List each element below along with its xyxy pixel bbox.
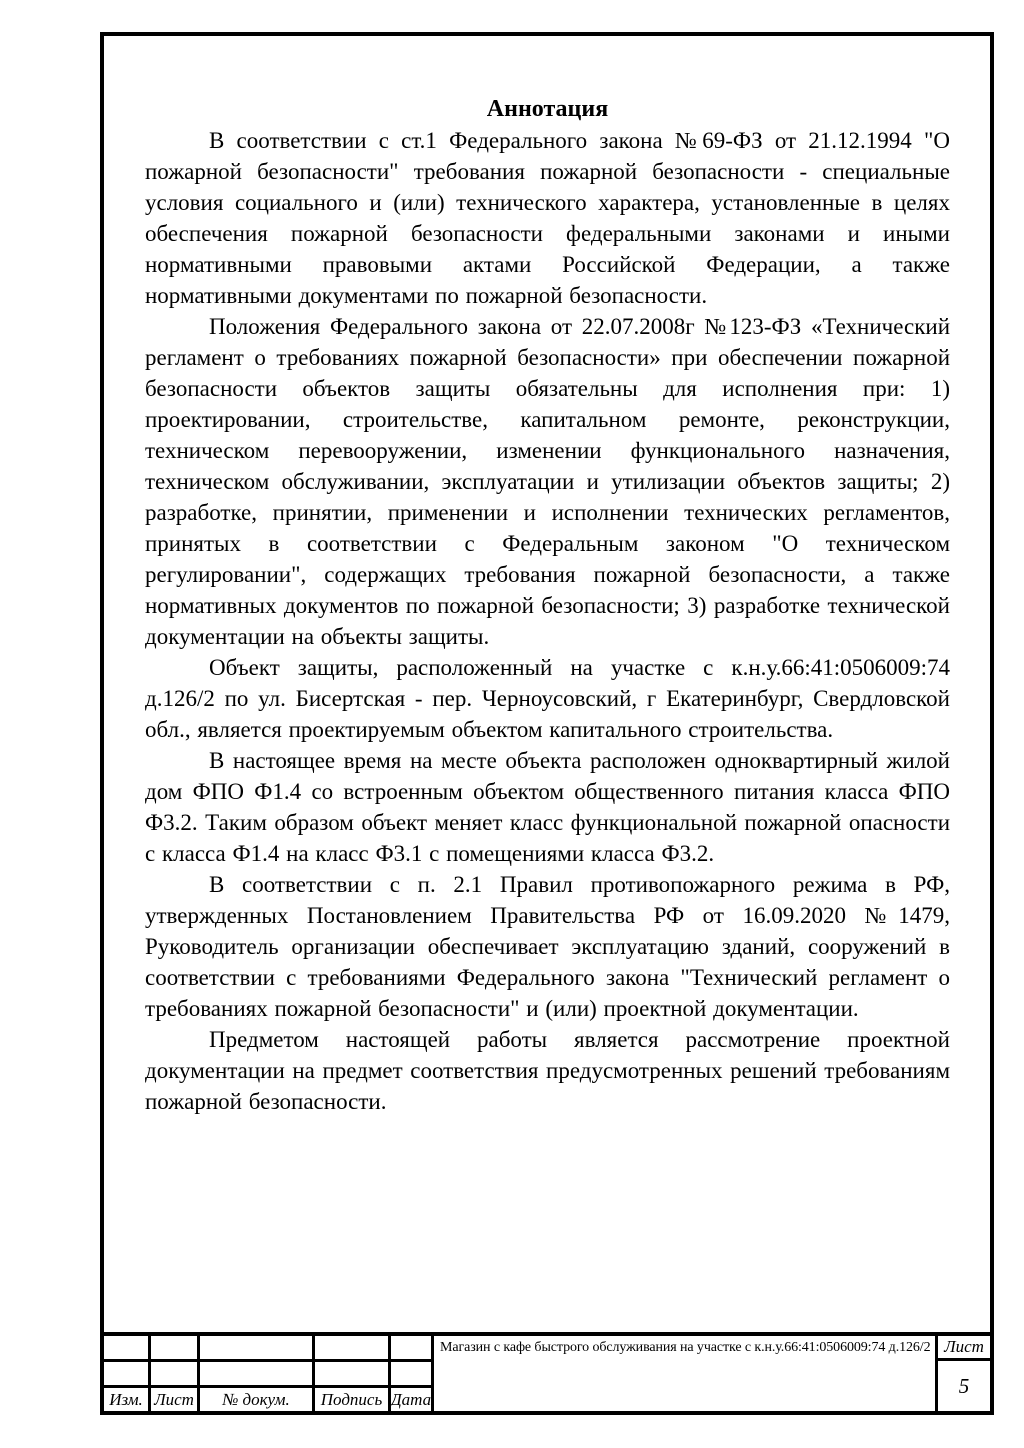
stamp-column-list — [151, 1336, 200, 1411]
title-block — [104, 1332, 990, 1411]
sheet-label: Лист — [938, 1336, 990, 1361]
stamp-cell-empty — [151, 1336, 197, 1362]
stamp-label-doc-number: № докум. — [222, 1389, 290, 1409]
stamp-cell-empty — [200, 1362, 312, 1388]
page-frame — [100, 32, 994, 1415]
sheet-number: 5 — [958, 1373, 970, 1398]
body-paragraph: В соответствии с ст.1 Федерального закона №69-ФЗ от 21.12.1994 "О пожарной безопасности" требования пожарной безопасности - специальные условия социального и (или) технического характера, установленные в целях обеспечения пожарной безопасности федеральными законами и иными нормативными правовыми актами Российской Федерации, а также нормативными документами по пожарной безопасности. — [145, 128, 950, 308]
stamp-cell-empty — [391, 1336, 431, 1362]
stamp-cell-empty — [151, 1362, 197, 1388]
body-paragraph: В соответствии с п. 2.1 Правил противопожарного режима в РФ, утвержденных Постановлением Правительства РФ от 16.09.2020 №1479, Руководитель организации обеспечивает эксплуатацию зданий, сооружений в соответствии с требованиями Федерального закона "Технический регламент о требованиях пожарной безопасности" и (или) проектной документации. — [145, 872, 950, 1021]
stamp-cell-empty — [200, 1336, 312, 1362]
stamp-column-signature — [315, 1336, 391, 1411]
page-title: Аннотация — [486, 96, 609, 122]
project-title: Магазин с кафе быстрого обслуживания на участке с к.н.у.66:41:0506009:74 д.126/2 — [440, 1340, 931, 1355]
stamp-cell-empty — [104, 1336, 148, 1362]
stamp-cell-empty — [104, 1362, 148, 1388]
stamp-project-title-cell — [434, 1336, 938, 1411]
stamp-label-izm: Изм. — [109, 1389, 143, 1409]
stamp-cell-empty — [315, 1362, 388, 1388]
stamp-label-signature: Подпись — [320, 1389, 383, 1409]
stamp-column-doc-number — [200, 1336, 315, 1411]
body-paragraph: В настоящее время на месте объекта расположен одноквартирный жилой дом ФПО Ф1.4 со встроенным объектом общественного питания класса ФПО Ф3.2. Таким образом объект меняет класс функциональной пожарной опасности с класса Ф1.4 на класс Ф3.1 с помещениями класса Ф3.2. — [145, 748, 950, 866]
body-paragraph: Положения Федерального закона от 22.07.2008г №123-ФЗ «Технический регламент о требованиях пожарной безопасности» при обеспечении пожарной безопасности объектов защиты обязательны для исполнения при: 1) проектировании, строительстве, капитальном ремонте, реконструкции, техническом перевооружении, изменении функционального назначения, техническом обслуживании, эксплуатации и утилизации объектов защиты; 2) разработке, принятии, применении и исполнении технических регламентов, принятых в соответствии с Федеральным законом "О техническом регулировании", содержащих требования пожарной безопасности, а также нормативных документов по пожарной безопасности; 3) разработке технической документации на объекты защиты. — [145, 314, 950, 649]
body-paragraph: Предметом настоящей работы является рассмотрение проектной документации на предмет соответствия предусмотренных решений требованиям пожарной безопасности. — [145, 1027, 950, 1114]
body-paragraph: Объект защиты, расположенный на участке с к.н.у.66:41:0506009:74 д.126/2 по ул. Бисертская - пер. Черноусовский, г Екатеринбург, Свердловской обл., является проектируемым объектом капитального строительства. — [145, 655, 950, 742]
stamp-sheet-column — [938, 1336, 990, 1411]
stamp-column-date — [391, 1336, 434, 1411]
stamp-cell-empty — [391, 1362, 431, 1388]
stamp-column-izm — [104, 1336, 151, 1411]
annotation-section — [104, 36, 990, 1117]
stamp-label-date: Дата — [390, 1389, 432, 1409]
stamp-cell-empty — [315, 1336, 388, 1362]
stamp-label-list: Лист — [154, 1389, 194, 1409]
